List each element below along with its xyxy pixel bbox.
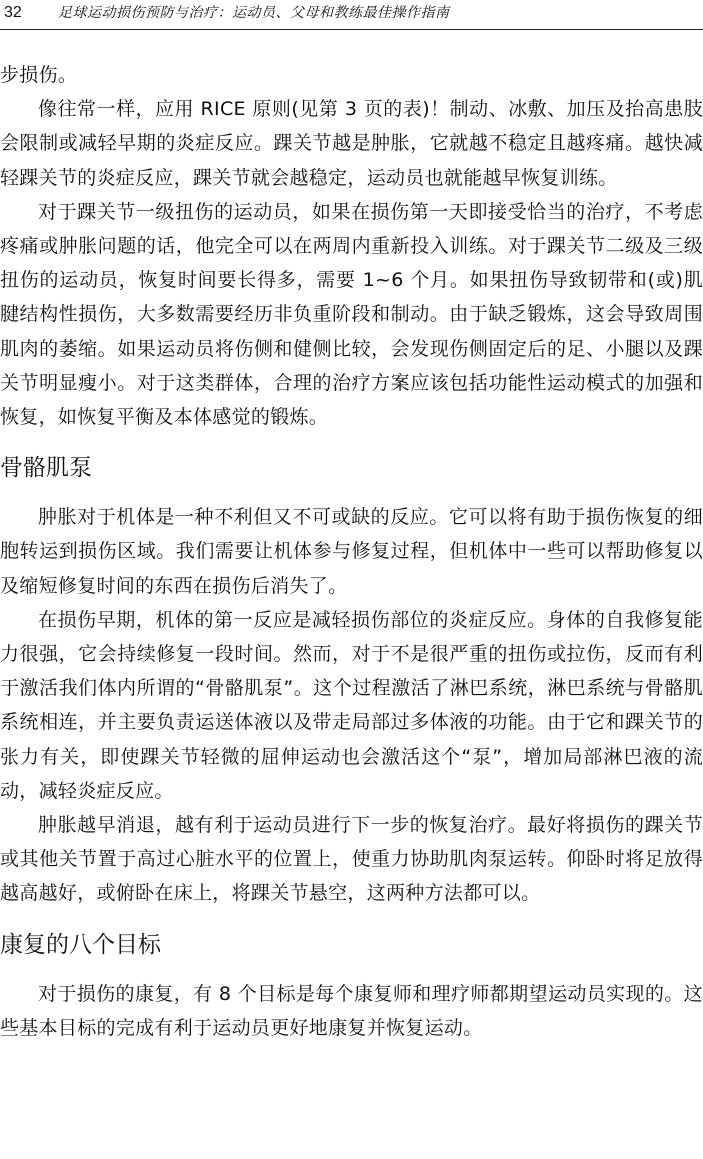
paragraph: 像往常一样，应用 RICE 原则(见第 3 页的表)！制动、冰敷、加压及抬高患肢会限制或减轻早期的炎症反应。踝关节越是肿胀，它就越不稳定且越疼痛。越快减轻踝关节的炎症反应，踝关节就会越稳定，运动员也就能越早恢复训练。 [0,98,703,189]
paragraph: 肿胀越早消退，越有利于运动员进行下一步的恢复治疗。最好将损伤的踝关节或其他关节置于高过心脏水平的位置上，使重力协助肌肉泵运转。仰卧时将足放得越高越好，或俯卧在床上，将踝关节悬空，这两种方法都可以。 [0,814,703,905]
page-number: 32 [4,4,22,21]
paragraph: 在损伤早期，机体的第一反应是减轻损伤部位的炎症反应。身体的自我修复能力很强，它会持续修复一段时间。然而，对于不是很严重的扭伤或拉伤，反而有利于激活我们体内所谓的“骨骼肌泵”。这个过程激活了淋巴系统，淋巴系统与骨骼肌系统相连，并主要负责运送体液以及带走局部过多体液的功能。由于它和踝关节的张力有关，即使踝关节轻微的屈伸运动也会激活这个“泵”，增加局部淋巴液的流动，减轻炎症反应。 [0,608,703,802]
running-header [0,0,703,30]
section-heading-goals: 康复的八个目标 [0,931,161,958]
paragraph: 肿胀对于机体是一种不利但又不可或缺的反应。它可以将有助于损伤恢复的细胞转运到损伤区域。我们需要让机体参与修复过程，但机体中一些可以帮助修复以及缩短修复时间的东西在损伤后消失了。 [0,506,703,597]
page-body [0,58,703,1045]
paragraph: 步损伤。 [0,64,78,86]
book-title: 足球运动损伤预防与治疗：运动员、父母和教练最佳操作指南 [58,5,450,21]
paragraph: 对于踝关节一级扭伤的运动员，如果在损伤第一天即接受恰当的治疗，不考虑疼痛或肿胀问题的话，他完全可以在两周内重新投入训练。对于踝关节二级及三级扭伤的运动员，恢复时间要长得多，需要 1~6 个月。如果扭伤导致韧带和(或)肌腱结构性损伤，大多数需要经历非负重阶段和制动。由于缺乏锻炼，这会导致周围肌肉的萎缩。如果运动员将伤侧和健侧比较，会发现伤侧固定后的足、小腿以及踝关节明显瘦小。对于这类群体，合理的治疗方案应该包括功能性运动模式的加强和恢复，如恢复平衡及本体感觉的锻炼。 [0,200,703,429]
section-heading-pump: 骨骼肌泵 [0,455,92,482]
paragraph: 对于损伤的康复，有 8 个目标是每个康复师和理疗师都期望运动员实现的。这些基本目标的完成有利于运动员更好地康复并恢复运动。 [0,982,703,1039]
